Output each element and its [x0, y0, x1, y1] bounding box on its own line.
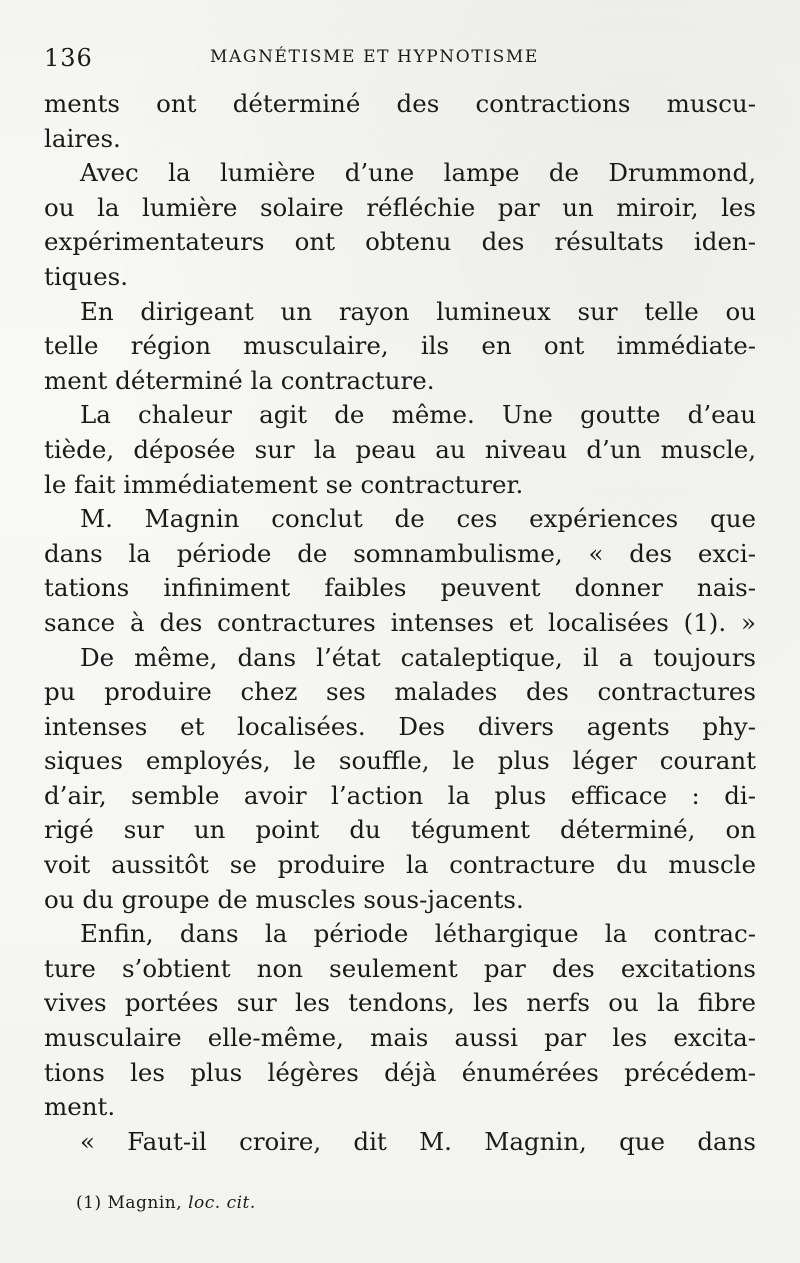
running-title: MAGNÉTISME ET HYPNOTISME [210, 47, 539, 67]
footnote [76, 1193, 256, 1213]
text-line: ou la lumière solaire réfléchie par un miroir, les [44, 192, 756, 222]
text-line: tiques. [44, 261, 129, 291]
text-line: voit aussitôt se produire la contracture du muscle [44, 850, 756, 880]
text-line: En dirigeant un rayon lumineux sur telle ou [80, 296, 756, 326]
text-line: le fait immédiatement se contracturer. [44, 469, 524, 499]
text-line: vives portées sur les tendons, les nerfs ou la fibre [44, 988, 756, 1018]
text-line: Enfin, dans la période léthargique la contrac- [80, 919, 756, 949]
text-line: intenses et localisées. Des divers agents phy- [44, 711, 756, 741]
text-line: ture s’obtient non seulement par des excitations [44, 953, 756, 983]
text-line: ments ont déterminé des contractions muscu- [44, 89, 756, 118]
text-line: siques employés, le souffle, le plus léger courant [44, 746, 756, 776]
text-line: dans la période de somnambulisme, « des exci- [44, 538, 756, 568]
text-line: M. Magnin conclut de ces expériences que [80, 504, 756, 534]
text-line: pu produire chez ses malades des contractures [44, 677, 756, 707]
footnote-marker: (1) Magnin, [76, 1193, 183, 1213]
text-line: ment. [44, 1092, 116, 1122]
text-line: musculaire elle-même, mais aussi par les excita- [44, 1023, 756, 1053]
text-line: telle région musculaire, ils en ont immédiate- [44, 331, 756, 361]
page-number: 136 [44, 44, 93, 72]
text-line: laires. [44, 123, 121, 153]
text-line: rigé sur un point du tégument déterminé, on [44, 815, 756, 845]
text-line: tiède, déposée sur la peau au niveau d’un muscle, [44, 434, 756, 464]
text-line: tions les plus légères déjà énumérées précédem- [44, 1057, 756, 1087]
text-line: ou du groupe de muscles sous-jacents. [44, 884, 524, 914]
text-line: « Faut-il croire, dit M. Magnin, que dans [80, 1126, 756, 1156]
text-line: sance à des contractures intenses et localisées (1). » [44, 607, 756, 637]
footnote-citation: loc. cit. [188, 1193, 256, 1213]
text-line: ment déterminé la contracture. [44, 365, 435, 395]
text-line: Avec la lumière d’une lampe de Drummond, [80, 158, 756, 188]
page-header [44, 44, 756, 74]
text-line: De même, dans l’état cataleptique, il a toujours [80, 642, 756, 672]
text-line: tations infiniment faibles peuvent donner nais- [44, 573, 756, 603]
text-line: d’air, semble avoir l’action la plus efficace : di- [44, 780, 756, 810]
text-line: expérimentateurs ont obtenu des résultats iden- [44, 227, 756, 257]
body-text [44, 87, 756, 1159]
text-line: La chaleur agit de même. Une goutte d’eau [80, 400, 756, 430]
